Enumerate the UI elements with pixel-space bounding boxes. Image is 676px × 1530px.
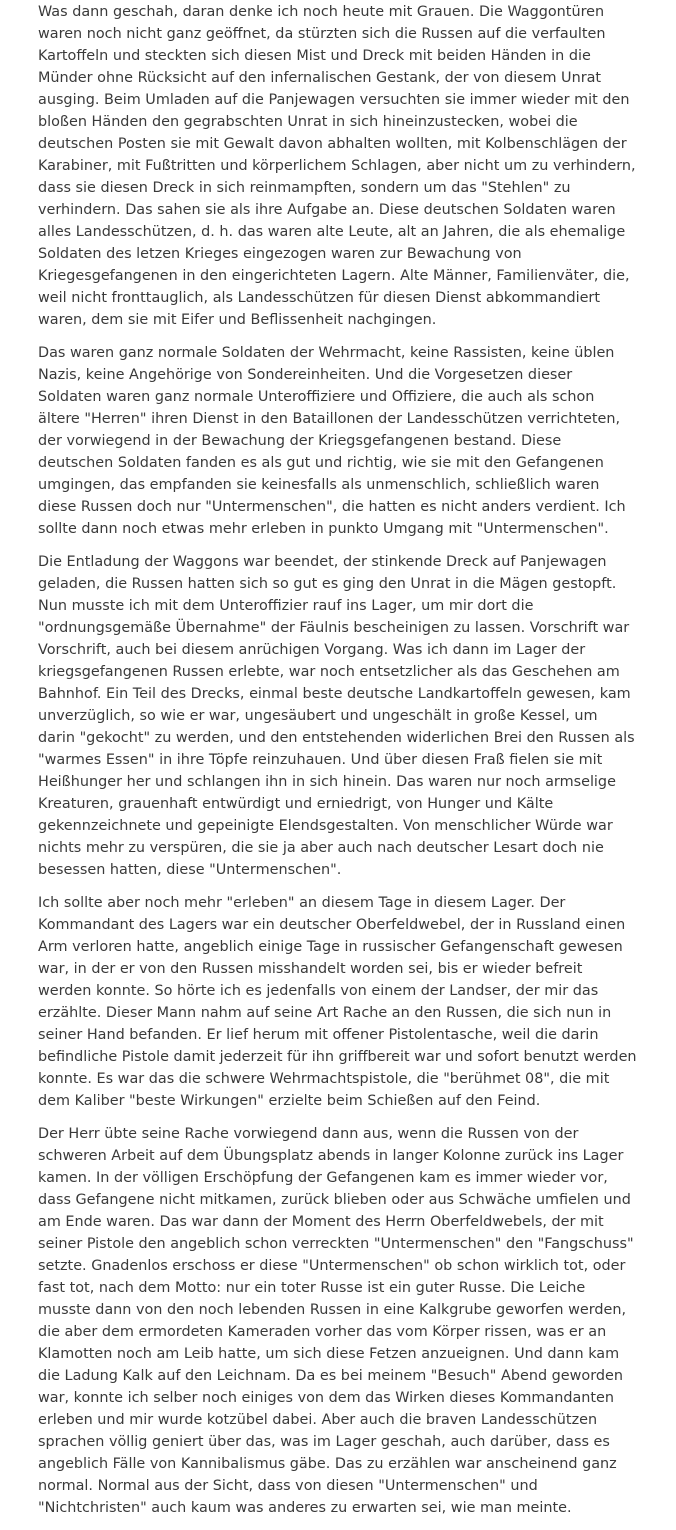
paragraph-3: Die Entladung der Waggons war beendet, der stinkende Dreck auf Panjewagen geladen, die Russen hatten sich so gut es ging den Unrat in die Mägen gestopft. Nun musste ich mit dem Unteroffizier rauf ins Lager, um mir dort die "ordnungsgemäße Übernahme" der Fäulnis bescheinigen zu lassen. Vorschrift war Vorschrift, auch bei diesem anrüchigen Vorgang. Was ich dann im Lager der kriegsgefangenen Russen erlebte, war noch entsetzlicher als das Geschehen am Bahnhof. Ein Teil des Drecks, einmal beste deutsche Landkartoffeln gewesen, kam unverzüglich, so wie er war, ungesäubert und ungeschält in große Kessel, um darin "gekocht" zu werden, und den entstehenden widerlichen Brei den Russen als "warmes Essen" in ihre Töpfe reinzuhauen. Und über diesen Fraß fielen sie mit Heißhunger her und schlangen ihn in sich hinein. Das waren nur noch armselige Kreaturen, grauenhaft entwürdigt und erniedrigt, von Hunger und Kälte gekennzeichnete und gepeinigte Elendsgestalten. Von menschlicher Würde war nichts mehr zu verspüren, die sie ja aber auch nach deutscher Lesart doch nie besessen hatten, diese "Untermenschen". <box>38 554 635 878</box>
paragraph-1: Was dann geschah, daran denke ich noch heute mit Grauen. Die Waggontüren waren noch nicht ganz geöffnet, da stürzten sich die Russen auf die verfaulten Kartoffeln und steckten sich diesen Mist und Dreck mit beiden Händen in die Münder ohne Rücksicht auf den infernalischen Gestank, der von diesem Unrat ausging. Beim Umladen auf die Panjewagen versuchten sie immer wieder mit den bloßen Händen den gegrabschten Unrat in sich hineinzustecken, wobei die deutschen Posten sie mit Gewalt davon abhalten wollten, mit Kolbenschlägen der Karabiner, mit Fußtritten und körperlichem Schlagen, aber nicht um zu verhindern, dass sie diesen Dreck in sich reinmampften, sondern um das "Stehlen" zu verhindern. Das sahen sie als ihre Aufgabe an. Diese deutschen Soldaten waren alles Landesschützen, d. h. das waren alte Leute, alt an Jahren, die als ehemalige Soldaten des letzen Krieges eingezogen waren zur Bewachung von Kriegesgefangenen in den eingerichteten Lagern. Alte Männer, Familienväter, die, weil nicht fronttauglich, als Landesschützen für diesen Dienst abkommandiert waren, dem sie mit Eifer und Beflissenheit nachgingen. <box>38 4 636 328</box>
paragraph-5: Der Herr übte seine Rache vorwiegend dann aus, wenn die Russen von der schweren Arbeit auf dem Übungsplatz abends in langer Kolonne zurück ins Lager kamen. In der völligen Erschöpfung der Gefangenen kam es immer wieder vor, dass Gefangene nicht mitkamen, zurück blieben oder aus Schwäche umfielen und am Ende waren. Das war dann der Moment des Herrn Oberfeldwebels, der mit seiner Pistole den angeblich schon verreckten "Untermenschen" den "Fangschuss" setzte. Gnadenlos erschoss er diese "Untermenschen" ob schon wirklich tot, oder fast tot, nach dem Motto: nur ein toter Russe ist ein guter Russe. Die Leiche musste dann von den noch lebenden Russen in eine Kalkgrube geworfen werden, die aber dem ermordeten Kameraden vorher das vom Körper rissen, was er an Klamotten noch am Leib hatte, um sich diese Fetzen anzueignen. Und dann kam die Ladung Kalk auf den Leichnam. Da es bei meinem "Besuch" Abend geworden war, konnte ich selber noch einiges von dem das Wirken dieses Kommandanten erleben und mir wurde kotzübel dabei. Aber auch die braven Landesschützen sprachen völlig geniert über das, was im Lager geschah, auch darüber, dass es angeblich Fälle von Kannibalismus gäbe. Das zu erzählen war anscheinend ganz normal. Normal aus der Sicht, dass von diesen "Untermenschen" und "Nichtchristen" auch kaum was anderes zu erwarten sei, wie man meinte. <box>38 1126 634 1516</box>
article-body <box>38 1 638 1530</box>
paragraph-4: Ich sollte aber noch mehr "erleben" an diesem Tage in diesem Lager. Der Kommandant des Lagers war ein deutscher Oberfeldwebel, der in Russland einen Arm verloren hatte, angeblich einige Tage in russischer Gefangenschaft gewesen war, in der er von den Russen misshandelt worden sei, bis er wieder befreit werden konnte. So hörte ich es jedenfalls von einem der Landser, der mir das erzählte. Dieser Mann nahm auf seine Art Rache an den Russen, die sich nun in seiner Hand befanden. Er lief herum mit offener Pistolentasche, weil die darin befindliche Pistole damit jederzeit für ihn griffbereit war und sofort benutzt werden konnte. Es war das die schwere Wehrmachtspistole, die "berühmet 08", die mit dem Kaliber "beste Wirkungen" erzielte beim Schießen auf den Feind. <box>38 895 637 1109</box>
paragraph-2: Das waren ganz normale Soldaten der Wehrmacht, keine Rassisten, keine üblen Nazis, keine Angehörige von Sondereinheiten. Und die Vorgesetzen dieser Soldaten waren ganz normale Unteroffiziere und Offiziere, die auch als schon ältere "Herren" ihren Dienst in den Bataillonen der Landesschützen verrichteten, der vorwiegend in der Bewachung der Kriegsgefangenen bestand. Diese deutschen Soldaten fanden es als gut und richtig, wie sie mit den Gefangenen umgingen, das empfanden sie keinesfalls als unmenschlich, schließlich waren diese Russen doch nur "Untermenschen", die hatten es nicht anders verdient. Ich sollte dann noch etwas mehr erleben in punkto Umgang mit "Untermenschen". <box>38 345 626 537</box>
